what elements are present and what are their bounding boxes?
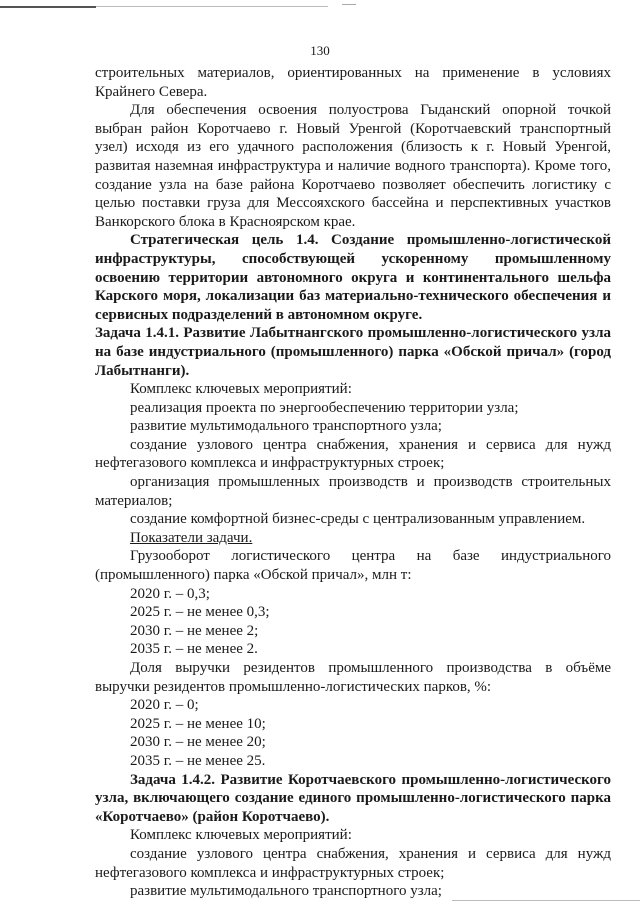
paragraph: Для обеспечения освоения полуострова Гыданский опорной точкой выбран район Коротчаево г. Новый Уренгой (Коротчаевский транспортный узел) исходя из его удачного расположения (близость к г. Новый Уренгой, развитая наземная инфраструктура и наличие водного транспорта). Кроме того, создание узла на базе района Коротчаево позволяет обеспечить логистику с целью поставки груза для Мессояхского бассейна и перспективных участков Ванкорского блока в Красноярском крае. <box>95 102 611 230</box>
document-body <box>95 64 611 901</box>
paragraph: строительных материалов, ориентированных на применение в условиях Крайнего Севера. <box>95 65 611 100</box>
top-border-line-light <box>96 6 328 7</box>
indicator-value: 2035 г. – не менее 2. <box>130 641 258 658</box>
indicator-value: 2035 г. – не менее 25. <box>130 752 266 769</box>
list-item: создание узлового центра снабжения, хранения и сервиса для нужд нефтегазового комплекса и инфраструктурных строек; <box>95 845 611 881</box>
indicator-value: 2020 г. – 0,3; <box>130 585 210 602</box>
list-item: развитие мультимодального транспортного узла; <box>130 418 442 435</box>
indicators-heading: Показатели задачи. <box>130 529 253 546</box>
paragraph: Комплекс ключевых мероприятий: <box>130 827 352 844</box>
top-border-line <box>0 6 96 8</box>
strategic-goal-heading: Стратегическая цель 1.4. Создание промышленно-логистической инфраструктуры, способствующей ускоренному промышленному освоению территории автономного округа и континентального шельфа Карского моря, локализации баз материально-технического обеспечения и сервисных подразделений в автономном округе. <box>95 232 611 323</box>
paragraph: Комплекс ключевых мероприятий: <box>130 381 352 398</box>
indicator-value: 2020 г. – 0; <box>130 697 199 714</box>
list-item: реализация проекта по энергообеспечению территории узла; <box>130 399 519 416</box>
page-number: 130 <box>310 43 330 58</box>
indicator-value: 2030 г. – не менее 2; <box>130 622 259 639</box>
list-item: создание комфортной бизнес-среды с централизованным управлением. <box>130 511 586 528</box>
task-heading: Задача 1.4.2. Развитие Коротчаевского промышленно-логистического узла, включающего создание единого промышленно-логистического парка «Коротчаево» (район Коротчаево). <box>95 771 611 825</box>
indicator-value: 2025 г. – не менее 10; <box>130 715 266 732</box>
list-item: создание узлового центра снабжения, хранения и сервиса для нужд нефтегазового комплекса и инфраструктурных строек; <box>95 436 611 472</box>
indicator-title: Грузооборот логистического центра на базе индустриального (промышленного) парка «Обской причал», млн т: <box>95 548 611 584</box>
indicator-value: 2030 г. – не менее 20; <box>130 734 266 751</box>
task-heading: Задача 1.4.1. Развитие Лабытнангского промышленно-логистического узла на базе индустриального (промышленного) парка «Обской причал» (город Лабытнанги). <box>95 325 611 379</box>
list-item: развитие мультимодального транспортного узла; <box>130 883 442 900</box>
indicator-value: 2025 г. – не менее 0,3; <box>130 604 270 621</box>
list-item: организация промышленных производств и производств строительных материалов; <box>95 474 611 509</box>
top-border-mark <box>342 4 356 5</box>
indicator-title: Доля выручки резидентов промышленного производства в объёме выручки резидентов промышленно-логистических парков, %: <box>95 660 611 695</box>
